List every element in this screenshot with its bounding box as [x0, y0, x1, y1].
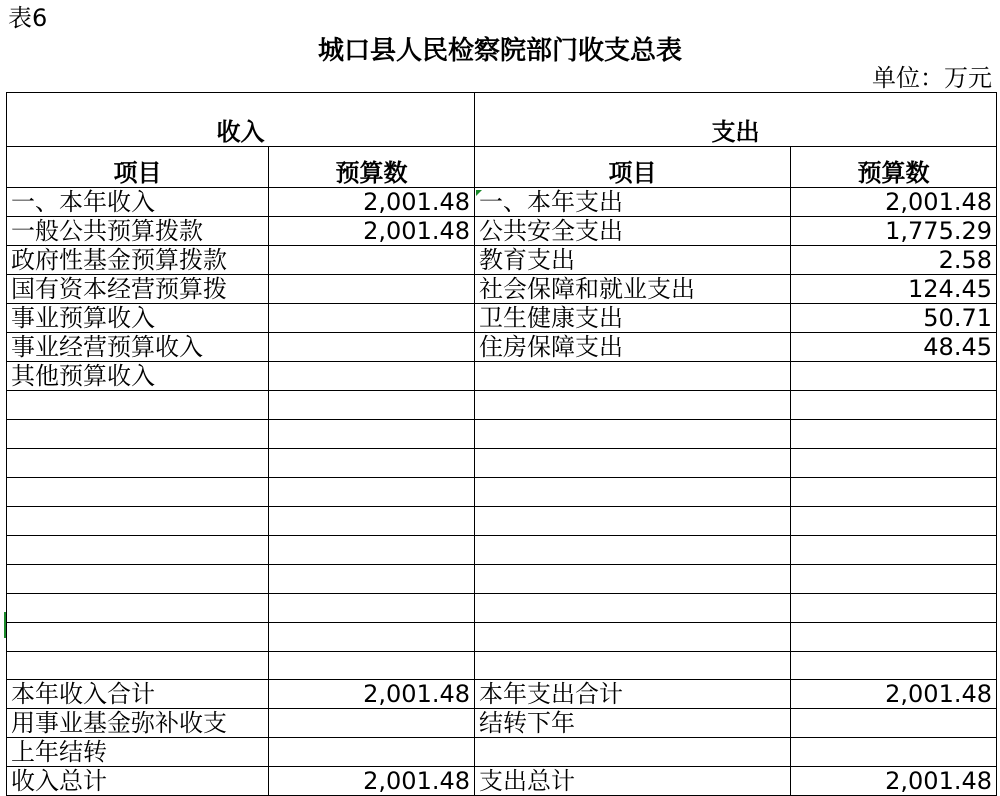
empty-cell[interactable] — [475, 623, 791, 652]
expense-value-cell[interactable]: 1,775.29 — [791, 217, 997, 246]
empty-cell[interactable] — [475, 391, 791, 420]
total-row — [7, 767, 997, 796]
empty-row — [7, 449, 997, 478]
income-value-cell[interactable]: 2,001.48 — [269, 217, 475, 246]
expense-item-cell[interactable]: 社会保障和就业支出 — [475, 275, 791, 304]
expense-value-cell[interactable]: 2.58 — [791, 246, 997, 275]
empty-cell[interactable] — [269, 478, 475, 507]
income-item-cell[interactable]: 一般公共预算拨款 — [7, 217, 269, 246]
expense-value-cell[interactable] — [791, 362, 997, 391]
empty-row — [7, 420, 997, 449]
income-value-cell[interactable] — [269, 246, 475, 275]
empty-cell[interactable] — [7, 623, 269, 652]
income-item-cell[interactable]: 本年收入合计 — [7, 680, 269, 709]
empty-cell[interactable] — [475, 594, 791, 623]
income-value-cell[interactable] — [269, 362, 475, 391]
expense-value-cell[interactable] — [791, 709, 997, 738]
budget-table — [6, 92, 997, 796]
empty-cell[interactable] — [7, 478, 269, 507]
expense-item-cell[interactable] — [475, 738, 791, 767]
income-item-cell[interactable]: 收入总计 — [7, 767, 269, 796]
income-value-cell[interactable]: 2,001.48 — [269, 188, 475, 217]
expense-value-cell[interactable]: 2,001.48 — [791, 188, 997, 217]
empty-cell[interactable] — [791, 478, 997, 507]
income-item-cell[interactable]: 用事业基金弥补收支 — [7, 709, 269, 738]
empty-cell[interactable] — [269, 652, 475, 680]
empty-cell[interactable] — [269, 536, 475, 565]
cell-cursor — [4, 612, 6, 638]
empty-cell[interactable] — [269, 623, 475, 652]
income-value-cell[interactable] — [269, 709, 475, 738]
expense-item-cell[interactable]: 一、本年支出 — [475, 188, 791, 217]
empty-cell[interactable] — [269, 507, 475, 536]
income-value-cell[interactable] — [269, 738, 475, 767]
empty-row — [7, 536, 997, 565]
table-row — [7, 304, 997, 333]
page-title: 城口县人民检察院部门收支总表 — [317, 36, 682, 66]
income-header[interactable]: 收入 — [7, 93, 475, 147]
expense-value-cell[interactable]: 48.45 — [791, 333, 997, 362]
income-item-cell[interactable]: 事业经营预算收入 — [7, 333, 269, 362]
income-item-cell[interactable]: 事业预算收入 — [7, 304, 269, 333]
table-row — [7, 188, 997, 217]
income-value-cell[interactable] — [269, 333, 475, 362]
income-value-cell[interactable] — [269, 304, 475, 333]
income-item-cell[interactable]: 政府性基金预算拨款 — [7, 246, 269, 275]
cell-comment-marker — [476, 190, 482, 196]
empty-row — [7, 623, 997, 652]
empty-row — [7, 594, 997, 623]
empty-cell[interactable] — [475, 507, 791, 536]
income-item-header[interactable]: 项目 — [7, 147, 269, 188]
empty-cell[interactable] — [475, 478, 791, 507]
empty-cell[interactable] — [7, 449, 269, 478]
expense-header[interactable]: 支出 — [475, 93, 997, 147]
empty-cell[interactable] — [7, 536, 269, 565]
empty-cell[interactable] — [7, 594, 269, 623]
empty-cell[interactable] — [7, 652, 269, 680]
table-row — [7, 246, 997, 275]
expense-value-cell[interactable]: 50.71 — [791, 304, 997, 333]
expense-value-cell[interactable]: 2,001.48 — [791, 680, 997, 709]
expense-item-cell[interactable]: 支出总计 — [475, 767, 791, 796]
expense-value-cell[interactable]: 2,001.48 — [791, 767, 997, 796]
empty-cell[interactable] — [791, 507, 997, 536]
expense-item-cell[interactable]: 住房保障支出 — [475, 333, 791, 362]
table-row — [7, 333, 997, 362]
empty-cell[interactable] — [791, 623, 997, 652]
expense-item-cell[interactable]: 卫生健康支出 — [475, 304, 791, 333]
table-row — [7, 275, 997, 304]
empty-cell[interactable] — [791, 536, 997, 565]
expense-value-cell[interactable]: 124.45 — [791, 275, 997, 304]
empty-cell[interactable] — [791, 652, 997, 680]
empty-cell[interactable] — [269, 449, 475, 478]
expense-value-cell[interactable] — [791, 738, 997, 767]
empty-cell[interactable] — [269, 391, 475, 420]
total-row — [7, 709, 997, 738]
expense-item-cell[interactable]: 本年支出合计 — [475, 680, 791, 709]
expense-item-header[interactable]: 项目 — [475, 147, 791, 188]
empty-row — [7, 478, 997, 507]
income-value-cell[interactable] — [269, 275, 475, 304]
empty-row — [7, 391, 997, 420]
income-item-cell[interactable]: 其他预算收入 — [7, 362, 269, 391]
income-budget-header[interactable]: 预算数 — [269, 147, 475, 188]
empty-cell[interactable] — [791, 565, 997, 594]
expense-item-cell[interactable]: 教育支出 — [475, 246, 791, 275]
empty-cell[interactable] — [269, 565, 475, 594]
expense-item-cell[interactable]: 公共安全支出 — [475, 217, 791, 246]
table-row — [7, 217, 997, 246]
empty-row — [7, 565, 997, 594]
empty-cell[interactable] — [791, 594, 997, 623]
income-value-cell[interactable]: 2,001.48 — [269, 767, 475, 796]
empty-row — [7, 507, 997, 536]
total-row — [7, 680, 997, 709]
empty-cell[interactable] — [7, 507, 269, 536]
total-row — [7, 738, 997, 767]
income-value-cell[interactable]: 2,001.48 — [269, 680, 475, 709]
sheet-label: 表6 — [8, 4, 48, 32]
income-item-cell[interactable]: 上年结转 — [7, 738, 269, 767]
empty-cell[interactable] — [7, 391, 269, 420]
empty-cell[interactable] — [7, 565, 269, 594]
empty-cell[interactable] — [475, 449, 791, 478]
income-item-cell[interactable]: 一、本年收入 — [7, 188, 269, 217]
empty-cell[interactable] — [475, 420, 791, 449]
empty-row — [7, 652, 997, 680]
empty-cell[interactable] — [269, 594, 475, 623]
table-row — [7, 362, 997, 391]
empty-cell[interactable] — [475, 565, 791, 594]
expense-item-cell[interactable] — [475, 362, 791, 391]
empty-cell[interactable] — [269, 420, 475, 449]
empty-cell[interactable] — [791, 391, 997, 420]
expense-budget-header[interactable]: 预算数 — [791, 147, 997, 188]
empty-cell[interactable] — [7, 420, 269, 449]
empty-cell[interactable] — [475, 652, 791, 680]
empty-cell[interactable] — [791, 449, 997, 478]
unit-label: 单位：万元 — [872, 64, 992, 92]
expense-item-cell[interactable]: 结转下年 — [475, 709, 791, 738]
empty-cell[interactable] — [475, 536, 791, 565]
empty-cell[interactable] — [791, 420, 997, 449]
income-item-cell[interactable]: 国有资本经营预算拨 — [7, 275, 269, 304]
